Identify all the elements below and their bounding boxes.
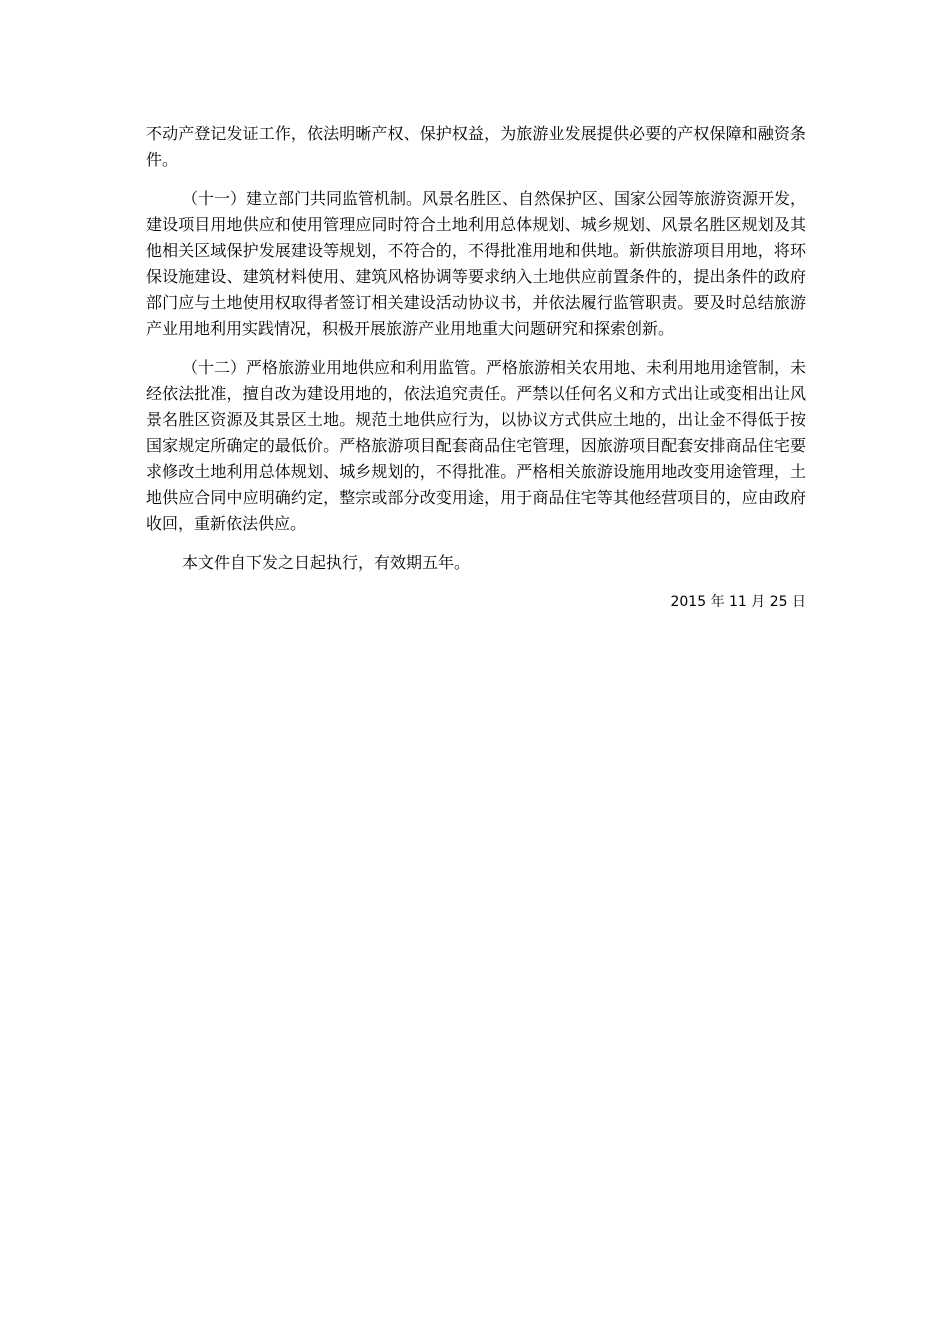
paragraph-effective-period: 本文件自下发之日起执行，有效期五年。	[182, 553, 471, 572]
document-date: 2015 年 11 月 25 日	[670, 594, 806, 610]
paragraph-section-11: （十一）建立部门共同监管机制。风景名胜区、自然保护区、国家公园等旅游资源开发，建设项目用地供应和使用管理应同时符合土地利用总体规划、城乡规划、风景名胜区规划及其他相关区域保护发展建设等规划，不符合的，不得批准用地和供地。新供旅游项目用地，将环保设施建设、建筑材料使用、建筑风格协调等要求纳入土地供应前置条件的，提出条件的政府部门应与土地使用权取得者签订相关建设活动协议书，并依法履行监管职责。要及时总结旅游产业用地利用实践情况，积极开展旅游产业用地重大问题研究和探索创新。	[146, 189, 807, 338]
paragraph-section-12: （十二）严格旅游业用地供应和利用监管。严格旅游相关农用地、未利用地用途管制，未经依法批准，擅自改为建设用地的，依法追究责任。严禁以任何名义和方式出让或变相出让风景名胜区资源及其景区土地。规范土地供应行为，以协议方式供应土地的，出让金不得低于按国家规定所确定的最低价。严格旅游项目配套商品住宅管理，因旅游项目配套安排商品住宅要求修改土地利用总体规划、城乡规划的，不得批准。严格相关旅游设施用地改变用途管理，土地供应合同中应明确约定，整宗或部分改变用途，用于商品住宅等其他经营项目的，应由政府收回，重新依法供应。	[146, 358, 807, 533]
document-body	[146, 121, 806, 615]
paragraph-continuation: 不动产登记发证工作，依法明晰产权、保护权益，为旅游业发展提供必要的产权保障和融资条件。	[146, 124, 806, 169]
